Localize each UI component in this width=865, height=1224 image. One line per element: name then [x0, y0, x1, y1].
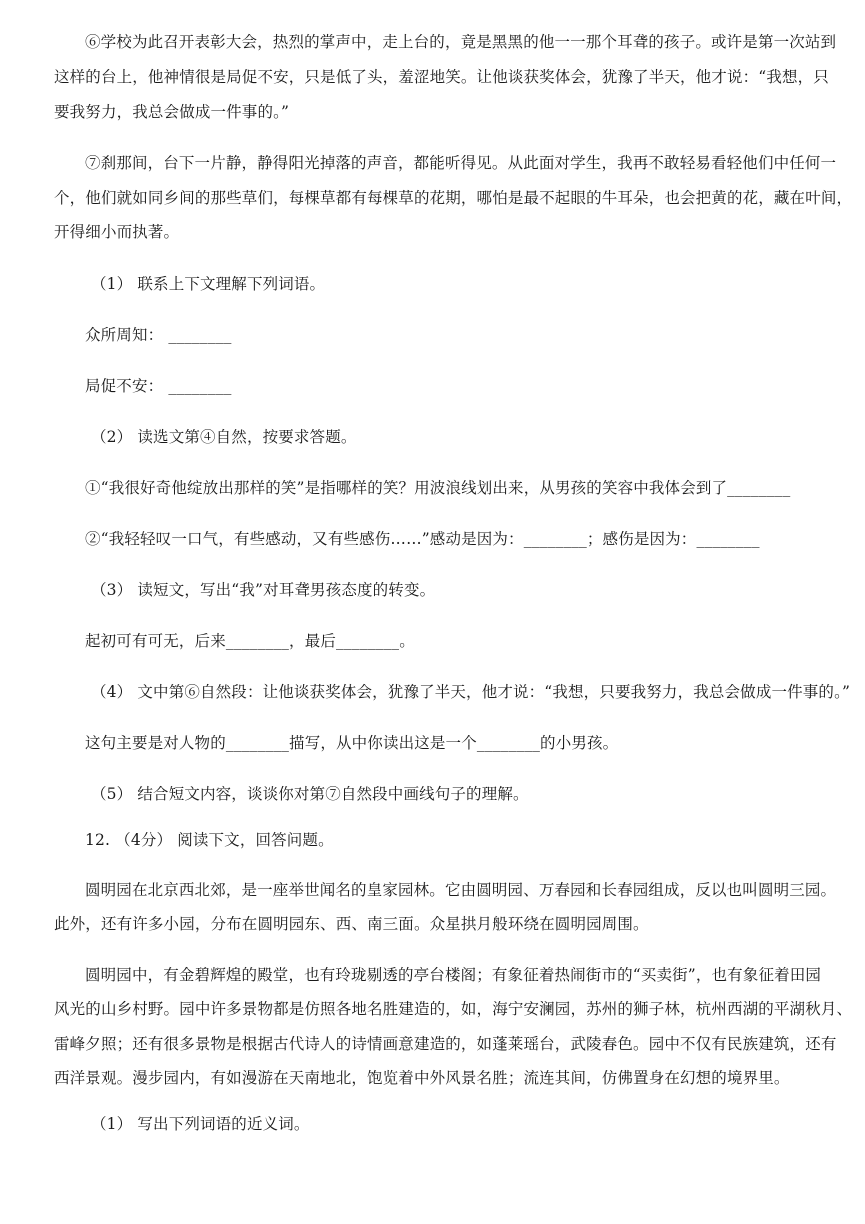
- question-2-item-2: ②“我轻轻叹一口气，有些感动，又有些感伤……”感动是因为：________；感伤是因为：________: [85, 530, 760, 548]
- passage-2-paragraph-2-line-1: 圆明园中，有金碧辉煌的殿堂，也有玲珑剔透的亭台楼阁；有象征着热闹街市的“买卖街”，也有象征着田园: [85, 966, 822, 984]
- question-12-1-prompt: （1） 写出下列词语的近义词。: [91, 1115, 310, 1133]
- question-12-heading: 12. （4分） 阅读下文，回答问题。: [85, 831, 334, 849]
- passage-2-paragraph-2-line-3: 雷峰夕照；还有很多景物是根据古代诗人的诗情画意建造的，如蓬莱瑶台，武陵春色。园中不仅有民族建筑，还有: [54, 1035, 837, 1053]
- question-3-prompt: （3） 读短文，写出“我”对耳聋男孩态度的转变。: [91, 581, 436, 599]
- passage-2-paragraph-2-line-4: 西洋景观。漫步园内，有如漫游在天南地北，饱览着中外风景名胜；流连其间，仿佛置身在幻想的境界里。: [54, 1069, 790, 1087]
- question-1-prompt: （1） 联系上下文理解下列词语。: [91, 275, 326, 293]
- passage-2-paragraph-1-line-2: 此外，还有许多小园，分布在圆明园东、西、南三面。众星拱月般环绕在圆明园周围。: [54, 915, 649, 933]
- question-3-answer-line: 起初可有可无，后来________，最后________。: [85, 632, 415, 650]
- question-1-term-2: 局促不安： ________: [85, 377, 232, 395]
- passage-paragraph-6-line-3: 要我努力，我总会做成一件事的。”: [54, 103, 290, 121]
- question-5-prompt: （5） 结合短文内容，谈谈你对第⑦自然段中画线句子的理解。: [91, 785, 529, 803]
- passage-paragraph-6-line-1: ⑥学校为此召开表彰大会，热烈的掌声中，走上台的，竟是黑黑的他一一那个耳聋的孩子。或许是第一次站到: [85, 33, 837, 51]
- passage-paragraph-6-line-2: 这样的台上，他神情很是局促不安，只是低了头，羞涩地笑。让他谈获奖体会，犹豫了半天，他才说：“我想，只: [54, 68, 829, 86]
- passage-paragraph-7-line-2: 个，他们就如同乡间的那些草们，每棵草都有每棵草的花期，哪怕是最不起眼的牛耳朵，也会把黄的花，藏在叶间，: [54, 189, 853, 207]
- question-2-item-1: ①“我很好奇他绽放出那样的笑”是指哪样的笑？用波浪线划出来，从男孩的笑容中我体会到了________: [85, 479, 791, 497]
- question-4-prompt: （4） 文中第⑥自然段：让他谈获奖体会，犹豫了半天，他才说：“我想，只要我努力，我总会做成一件事的。”: [91, 683, 851, 701]
- passage-paragraph-7-line-3: 开得细小而执著。: [54, 223, 180, 241]
- passage-2-paragraph-2-line-2: 风光的山乡村野。园中许多景物都是仿照各地名胜建造的，如，海宁安澜园，苏州的狮子林，杭州西湖的平湖秋月、: [54, 1000, 853, 1018]
- passage-paragraph-7-line-1: ⑦刹那间，台下一片静，静得阳光掉落的声音，都能听得见。从此面对学生，我再不敢轻易看轻他们中任何一: [85, 154, 837, 172]
- passage-2-paragraph-1-line-1: 圆明园在北京西北郊，是一座举世闻名的皇家园林。它由圆明园、万春园和长春园组成，反以也叫圆明三园。: [85, 881, 837, 899]
- question-4-answer-line: 这句主要是对人物的________描写，从中你读出这是一个________的小男孩。: [85, 734, 619, 752]
- question-2-prompt: （2） 读选文第④自然，按要求答题。: [91, 428, 357, 446]
- question-1-term-1: 众所周知： ________: [85, 326, 232, 344]
